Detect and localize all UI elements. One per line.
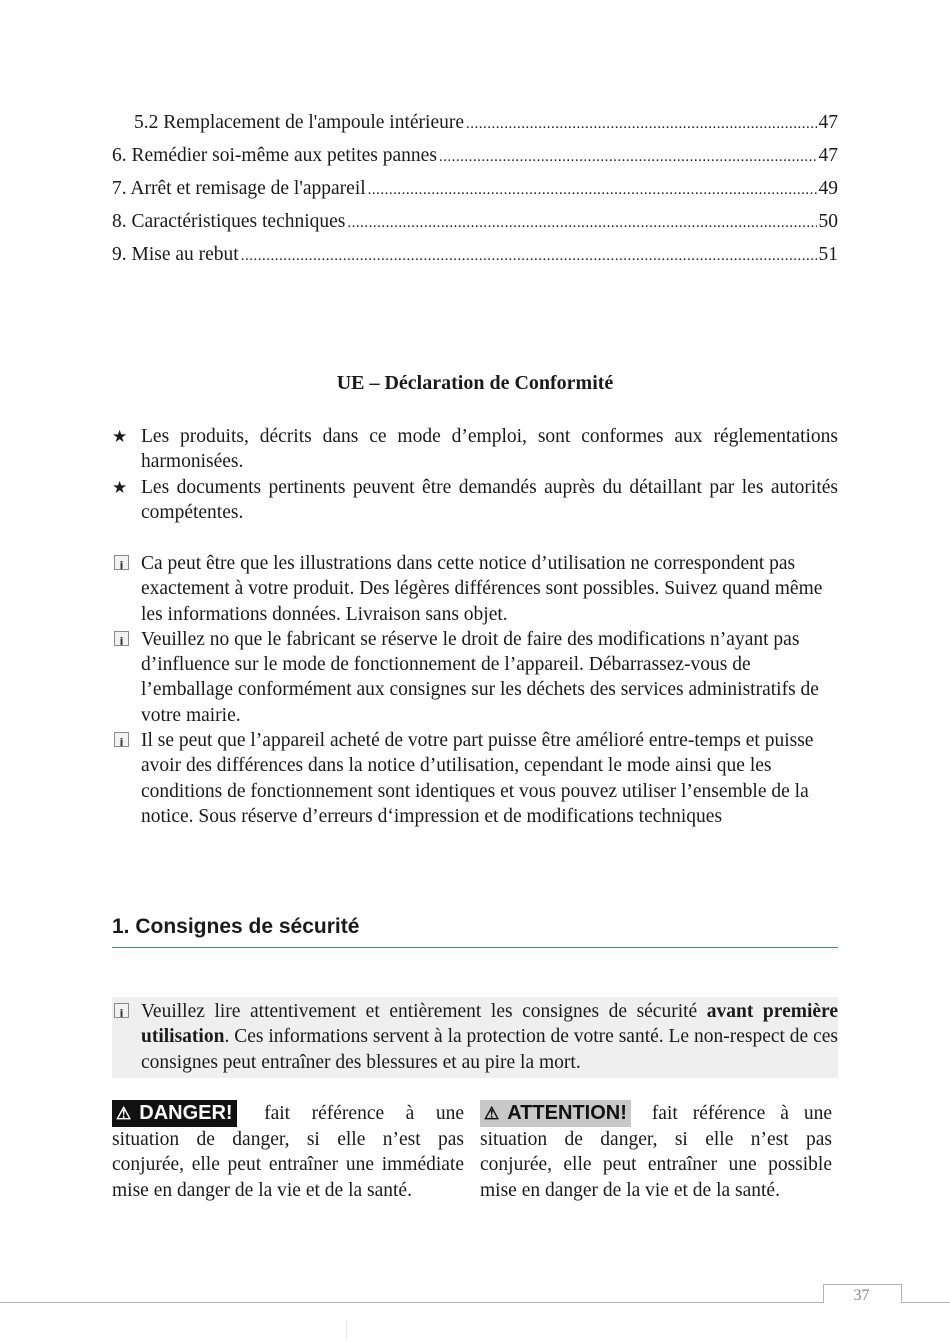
table-of-contents [112,110,838,275]
info-icon [114,631,129,646]
info-note-text: Veuillez no que le fabricant se réserve le droit de faire des modifications n’ayant pas d’influence sur le mode de fonctionnement de l’appareil. Débarrassez-vous de l’emballage conformément aux consignes sur les déchets des services administratifs de votre mairie. [141,628,819,726]
toc-entry-page: 47 [818,145,838,166]
toc-entry-label: 5.2 Remplacement de l'ampoule intérieure [134,112,465,133]
toc-entry-page: 50 [818,211,838,232]
info-note [112,728,838,829]
info-icon [114,732,129,747]
attention-badge [480,1100,631,1127]
toc-entry[interactable] [112,209,838,242]
star-icon: ★ [112,477,128,497]
toc-entry-label: 6. Remédier soi-même aux petites pannes [112,145,437,166]
toc-entry[interactable] [112,176,838,209]
safety-notice-text-end: . Ces informations servent à la protection de votre santé. Le non-respect de ces consignes peut entraîner des blessures et au pire la mort. [141,1026,838,1073]
toc-entry[interactable] [112,242,838,275]
page-number: 37 [853,1287,870,1304]
safety-notice-emphasis: avant première utilisation [141,1001,838,1048]
declaration-bullet-text: Les documents pertinents peuvent être demandés auprès du détaillant par les autorités compétentes. [141,476,838,523]
toc-dot-leader [466,111,816,137]
info-note [112,551,838,627]
declaration-bullet-text: Les produits, décrits dans ce mode d’emploi, sont conformes aux réglementations harmonisées. [141,426,838,473]
section-heading: 1. Consignes de sécurité [112,915,360,938]
declaration-bullet-list [112,424,838,525]
toc-entry-label: 7. Arrêt et remisage de l'appareil [112,178,366,199]
info-note-text: Ca peut être que les illustrations dans cette notice d’utilisation ne correspondent pas exactement à votre produit. Des légères différences sont possibles. Suivez quand même les informations données. Livraison sans objet. [141,553,823,625]
info-icon [114,555,129,570]
toc-entry-page: 47 [818,112,838,133]
attention-definition-text: fait référence à une situation de danger, si elle n’est pas conjurée, elle peut entraîner une possible mise en danger de la vie et de la santé. [480,1103,832,1201]
toc-entry-label: 8. Caractéristiques techniques [112,211,346,232]
danger-definition-text: fait référence à une situation de danger, si elle n’est pas conjurée, elle peut entraîner une immédiate mise en danger de la vie et de la santé. [112,1103,464,1201]
toc-entry[interactable] [112,110,838,143]
footer-rule [0,1302,950,1303]
toc-entry[interactable] [112,143,838,176]
info-note-text: Il se peut que l’appareil acheté de votre part puisse être amélioré entre-temps et puisse avoir des différences dans la notice d’utilisation, cependant le mode ainsi que les conditions de fonctionnement sont identiques et vous pouvez utiliser l’ensemble de la notice. Sous réserve d’erreurs d‘impression et de modifications techniques [141,730,814,827]
warning-triangle-icon: ⚠ [116,1104,132,1123]
danger-badge-label: DANGER! [139,1102,233,1124]
star-icon: ★ [112,427,128,446]
safety-notice-box [112,997,838,1078]
safety-notice [112,999,838,1075]
warning-triangle-icon: ⚠ [484,1104,500,1123]
danger-badge [112,1100,237,1127]
footer-mark [346,1320,347,1338]
info-icon [114,1003,129,1018]
safety-notice-text-start: Veuillez lire attentivement et entièrement les consignes de sécurité [141,1001,707,1022]
attention-definition [480,1100,832,1203]
danger-definition [112,1100,464,1203]
toc-entry-page: 49 [818,178,838,199]
toc-dot-leader [439,144,817,170]
section-divider [112,947,838,948]
attention-badge-label: ATTENTION! [507,1102,627,1124]
toc-entry-page: 51 [818,244,838,265]
info-note-list [112,551,838,829]
declaration-title: UE – Déclaration de Conformité [336,372,614,394]
info-note [112,627,838,728]
toc-dot-leader [368,177,817,203]
declaration-bullet [112,424,838,475]
declaration-bullet [112,475,838,526]
toc-dot-leader [241,243,817,269]
toc-dot-leader [347,210,816,236]
toc-entry-label: 9. Mise au rebut [112,244,239,265]
